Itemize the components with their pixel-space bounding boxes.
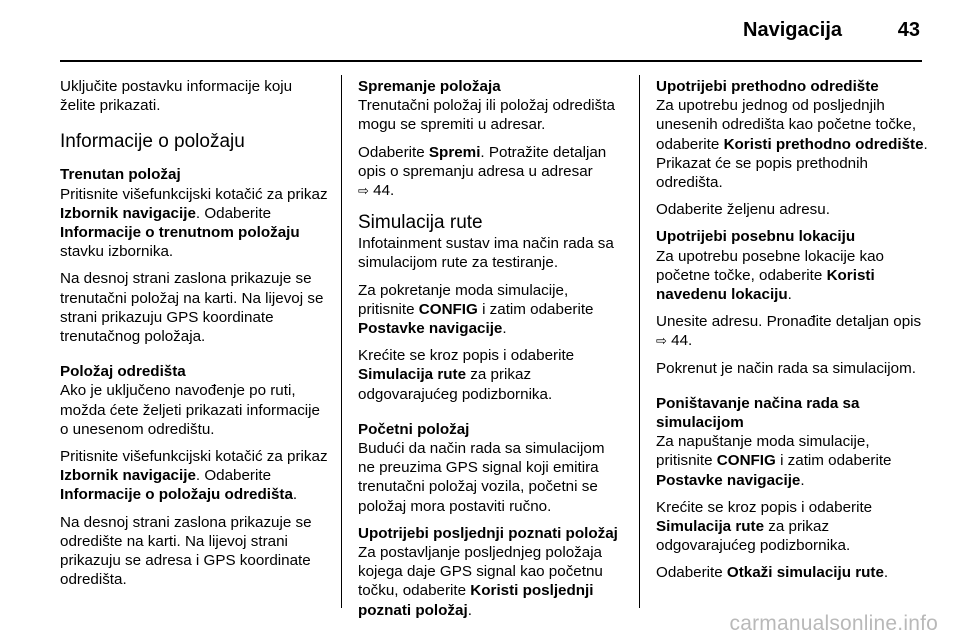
intro-paragraph: Uključite postavku informacije koju želite prikazati. (60, 78, 293, 115)
heading-simulacija-rute: Simulacija rute (358, 212, 483, 234)
page-reference: 44. (373, 182, 395, 200)
subheading-spremanje-polozaja: Spremanje položaja (358, 78, 501, 95)
paragraph: Pritisnite višefunkcijski kotačić za prikaz Izbornik navigacije. Odaberite Informacije o položaju odredišta. (60, 448, 328, 504)
paragraph: Za upotrebu jednog od posljednjih unesenih odredišta kao početne točke, odaberite Koristi prethodno odredište. Prikazat će se popis prethodnih odredišta. (656, 97, 928, 192)
section-title: Navigacija (743, 19, 842, 41)
column-3 (656, 77, 930, 591)
paragraph: Krećite se kroz popis i odaberite Simulacija rute za prikaz odgovarajućeg podizbornika. (358, 347, 575, 403)
paragraph: Za pokretanje moda simulacije, pritisnite CONFIG i zatim odaberite Postavke navigacije. (358, 281, 594, 338)
subheading-posebna-lokacija: Upotrijebi posebnu lokaciju (656, 228, 856, 246)
header-rule (60, 60, 922, 62)
paragraph: Na desnoj strani zaslona prikazuje se odredište na karti. Na lijevoj strani prikazuju se adresa i GPS koordinate odredišta. (60, 513, 312, 589)
button-ref: Spremi (428, 143, 481, 161)
menu-ref: Izbornik navigacije (60, 204, 196, 222)
paragraph: Pritisnite višefunkcijski kotačić za prikaz Izbornik navigacije. Odaberite Informacije o trenutnom položaju stavku izbornika. (60, 185, 328, 261)
page-reference: 44. (671, 332, 693, 350)
paragraph: Odaberite Spremi. Potražite detaljan opis o spremanju adresa u adresar ⇨ 44. (358, 143, 607, 200)
menu-ref: Informacije o položaju odredišta (60, 486, 293, 504)
subheading-polozaj-odredista: Položaj odredišta (60, 363, 186, 381)
menu-ref: Simulacija rute (656, 518, 765, 536)
paragraph: Za upotrebu posebne lokacije kao početne točke, odaberite Koristi navedenu lokaciju. (656, 247, 884, 304)
paragraph: Odaberite Otkaži simulaciju rute. (656, 564, 889, 582)
subheading-pocetni-polozaj: Početni položaj (358, 420, 470, 438)
subheading-ponistavanje-simulacije: Poništavanje načina rada sa simulacijom (656, 394, 860, 432)
page-header (0, 0, 960, 60)
subheading-prethodno-odrediste: Upotrijebi prethodno odredište (656, 78, 879, 95)
menu-ref: Koristi navedenu lokaciju (656, 266, 875, 304)
column-2 (358, 77, 624, 628)
paragraph: Krećite se kroz popis i odaberite Simulacija rute za prikaz odgovarajućeg podizbornika. (656, 498, 873, 555)
menu-ref: Postavke navigacije (358, 320, 503, 338)
paragraph: Na desnoj strani zaslona prikazuje se trenutačni položaj na karti. Na lijevoj se strani prikazuju GPS koordinate trenutačnog položaja. (60, 270, 324, 346)
column-divider (341, 75, 342, 608)
menu-ref: Postavke navigacije (656, 471, 801, 489)
menu-ref: Koristi prethodno odredište (723, 135, 924, 153)
subheading-posljednji-poznati-polozaj: Upotrijebi posljednji poznati položaj (358, 524, 618, 542)
menu-ref: Otkaži simulaciju rute (726, 564, 884, 582)
paragraph: Odaberite željenu adresu. (656, 201, 830, 219)
menu-ref: Koristi posljednji poznati položaj (358, 582, 594, 619)
paragraph: Ako je uključeno navođenje po ruti, možda ćete željeti prikazati informacije o unesenom odredištu. (60, 382, 320, 438)
paragraph: Budući da način rada sa simulacijom ne preuzima GPS signal koji emitira trenutačni položaj vozila, početni se položaj mora postaviti ručno. (358, 440, 605, 515)
page-reference-arrow-icon: ⇨ (656, 333, 667, 349)
menu-ref: Simulacija rute (358, 366, 467, 384)
page-reference-arrow-icon: ⇨ (358, 183, 369, 199)
menu-ref: Izbornik navigacije (60, 467, 196, 485)
menu-ref: Informacije o trenutnom položaju (60, 224, 300, 242)
subheading-trenutan-polozaj: Trenutan položaj (60, 166, 181, 184)
paragraph: Pokrenut je način rada sa simulacijom. (656, 359, 916, 377)
column-divider (639, 75, 640, 608)
paragraph: Trenutačni položaj ili položaj odredišta mogu se spremiti u adresar. (358, 97, 615, 134)
paragraph: Unesite adresu. Pronađite detaljan opis ⇨ 44. (656, 313, 922, 350)
heading-informacije-o-polozaju: Informacije o položaju (60, 131, 245, 153)
watermark: carmanualsonline.info (729, 612, 938, 635)
column-1 (60, 77, 328, 597)
button-ref: CONFIG (418, 300, 478, 318)
paragraph: Za postavljanje posljednjeg položaja kojega daje GPS signal kao početnu točku, odaberite Koristi posljednji poznati položaj. (358, 544, 603, 619)
paragraph: Infotainment sustav ima način rada sa simulacijom rute za testiranje. (358, 235, 614, 272)
page-number: 43 (897, 19, 920, 41)
button-ref: CONFIG (716, 452, 776, 470)
paragraph: Za napuštanje moda simulacije, pritisnite CONFIG i zatim odaberite Postavke navigacije. (656, 433, 892, 489)
